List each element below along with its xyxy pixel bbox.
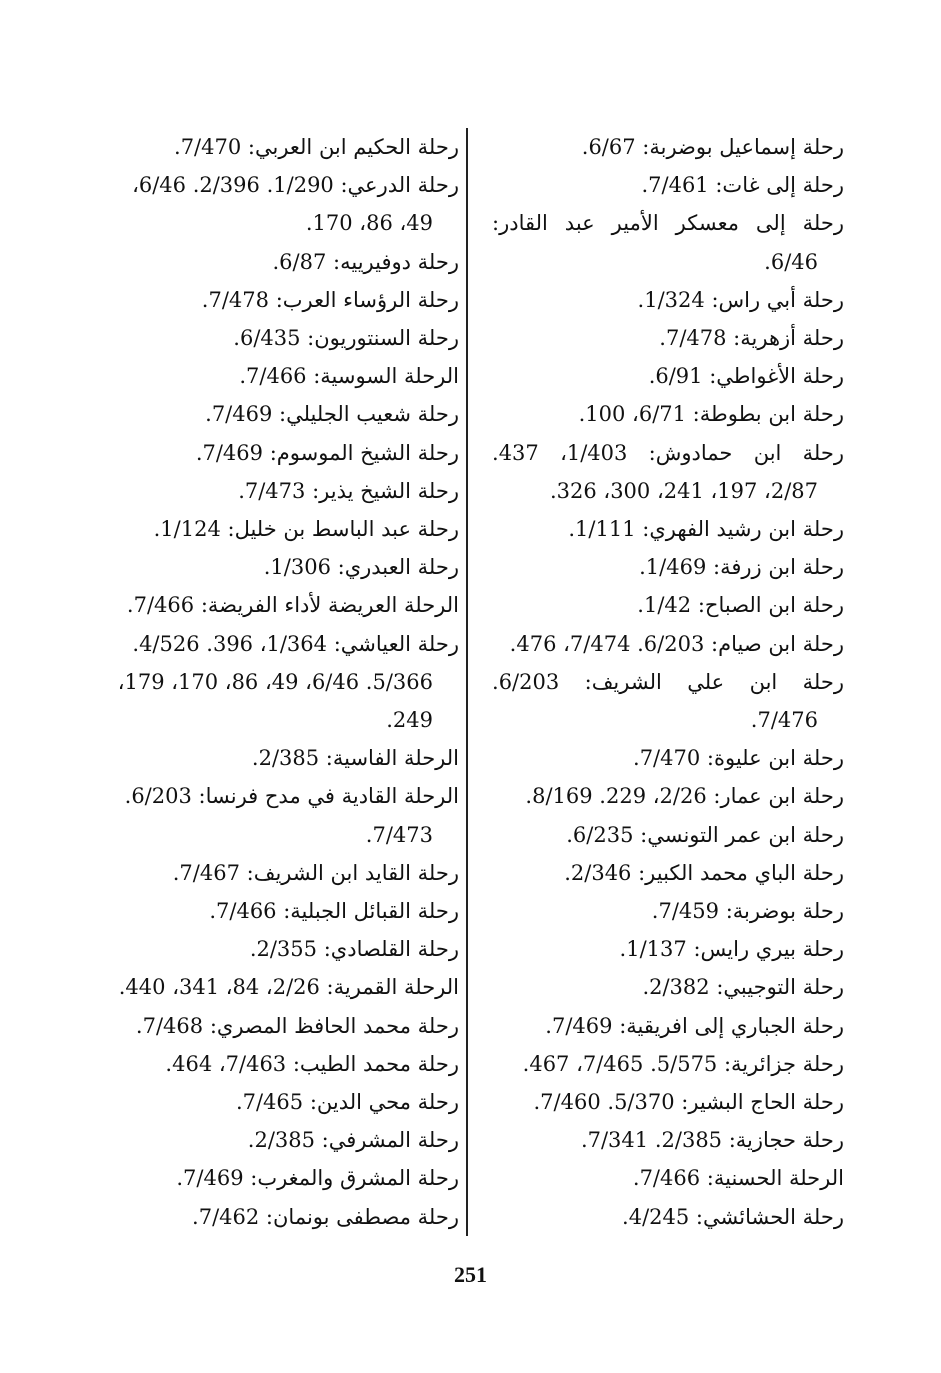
index-entry: رحلة إلى غات: 7/461. (641, 173, 844, 198)
index-entry: رحلة ابن علي الشريف: 6/203. (492, 669, 844, 694)
index-entry: رحلة ابن رشيد الفهري: 1/111. (568, 517, 844, 542)
index-column-left (99, 128, 459, 1236)
index-entry: رحلة القلصادي: 2/355. (249, 937, 459, 962)
index-entry: رحلة ابن عمار: 2/26، 229. 8/169. (525, 784, 844, 809)
index-entry: رحلة مصطفى بونمان: 7/462. (192, 1204, 459, 1229)
index-entry: رحلة الباي محمد الكبير: 2/346. (564, 860, 844, 885)
index-entry: رحلة السنتوريون: 6/435. (233, 326, 459, 351)
index-entry: رحلة ابن عمر التونسي: 6/235. (566, 822, 844, 847)
index-entry: رحلة محمد الحافظ المصري: 7/468. (135, 1013, 459, 1038)
index-entry: الرحلة القادية في مدح فرنسا: 6/203. (124, 784, 459, 809)
index-entry: رحلة شعيب الجليلي: 7/469. (205, 402, 459, 427)
index-entry: رحلة إلى معسكر الأمير عبد القادر: (492, 211, 844, 236)
index-entry: رحلة حجازية: 2/385. 7/341. (580, 1128, 844, 1153)
index-entry: رحلة أزهرية: 7/478. (659, 326, 844, 351)
index-entry-continuation: 5/366. 6/46، 49، 86، 170، 179، (117, 669, 433, 694)
index-entry: رحلة الشيخ يذير: 7/473. (238, 478, 459, 503)
index-entry: رحلة الحكيم ابن العربي: 7/470. (174, 135, 459, 159)
index-entry: رحلة التوجيبي: 2/382. (642, 975, 844, 1000)
index-entry: رحلة دوفيرييه: 6/87. (272, 249, 459, 274)
index-entry: رحلة الحاج البشير: 5/370. 7/460. (533, 1090, 844, 1115)
index-entry: رحلة محي الدين: 7/465. (235, 1090, 459, 1115)
index-entry: الرحلة العريضة لأداء الفريضة: 7/466. (126, 593, 459, 618)
index-entry: رحلة المشرق والمغرب: 7/469. (176, 1166, 459, 1191)
index-entry: رحلة ابن زرفة: 1/469. (639, 555, 844, 580)
index-entry: رحلة ابن بطوطة: 6/71، 100. (578, 402, 844, 427)
index-entry-continuation: 2/87، 197، 241، 300، 326. (549, 478, 818, 503)
index-entry: الرحلة السوسية: 7/466. (239, 364, 459, 389)
index-entry: رحلة الجباري إلى افريقية: 7/469. (545, 1013, 844, 1038)
column-divider (466, 128, 468, 1236)
index-entry-continuation: 7/476. (750, 708, 818, 733)
index-entry: رحلة بوضربة: 7/459. (651, 899, 844, 924)
index-entry: رحلة الأغواطي: 6/91. (648, 364, 844, 389)
index-entry-continuation: 7/473. (365, 822, 433, 847)
index-entry: رحلة القبائل الجبلية: 7/466. (209, 899, 459, 924)
index-entry: رحلة ابن عليوة: 7/470. (633, 746, 844, 771)
index-entry: رحلة القايد ابن الشريف: 7/467. (172, 860, 459, 885)
index-entry: رحلة بيري رايس: 1/137. (619, 937, 844, 962)
index-entry: الرحلة الحسنية: 7/466. (632, 1166, 844, 1191)
index-entry-continuation: 49، 86، 170. (305, 211, 433, 236)
index-entry: رحلة جزائرية: 5/575. 7/465، 467. (522, 1051, 844, 1076)
index-entry: رحلة العياشي: 1/364، 396. 4/526. (132, 631, 459, 656)
index-entry: رحلة الرؤساء العرب: 7/478. (201, 287, 459, 312)
index-entry: رحلة الشيخ الموسوم: 7/469. (195, 440, 459, 465)
index-entry: الرحلة القمرية: 2/26، 84، 341، 440. (118, 975, 459, 1000)
page-number: 251 (454, 1262, 487, 1287)
index-entry: الرحلة الفاسية: 2/385. (251, 746, 459, 771)
index-entry: رحلة محمد الطيب: 7/463، 464. (165, 1051, 459, 1076)
index-entry: رحلة أبي راس: 1/324. (637, 287, 844, 312)
index-entry: رحلة عبد الباسط بن خليل: 1/124. (153, 517, 459, 542)
index-entry: رحلة إسماعيل بوضربة: 6/67. (581, 135, 844, 159)
index-entry: رحلة المشرفي: 2/385. (247, 1128, 459, 1153)
index-entry-continuation: 6/46. (764, 249, 818, 274)
index-column-right (492, 128, 844, 1236)
index-entry: رحلة ابن الصباح: 1/42. (637, 593, 844, 618)
index-entry: رحلة ابن حمادوش: 1/403، 437. (492, 440, 845, 465)
index-entry: رحلة العبدري: 1/306. (263, 555, 459, 580)
index-entry: رحلة ابن صيام: 6/203. 7/474، 476. (509, 631, 844, 656)
index-entry: رحلة الدرعي: 1/290. 2/396. 6/46، (132, 173, 459, 198)
index-entry-continuation: 249. (386, 708, 433, 733)
index-entry: رحلة الحشائشي: 4/245. (622, 1204, 844, 1229)
